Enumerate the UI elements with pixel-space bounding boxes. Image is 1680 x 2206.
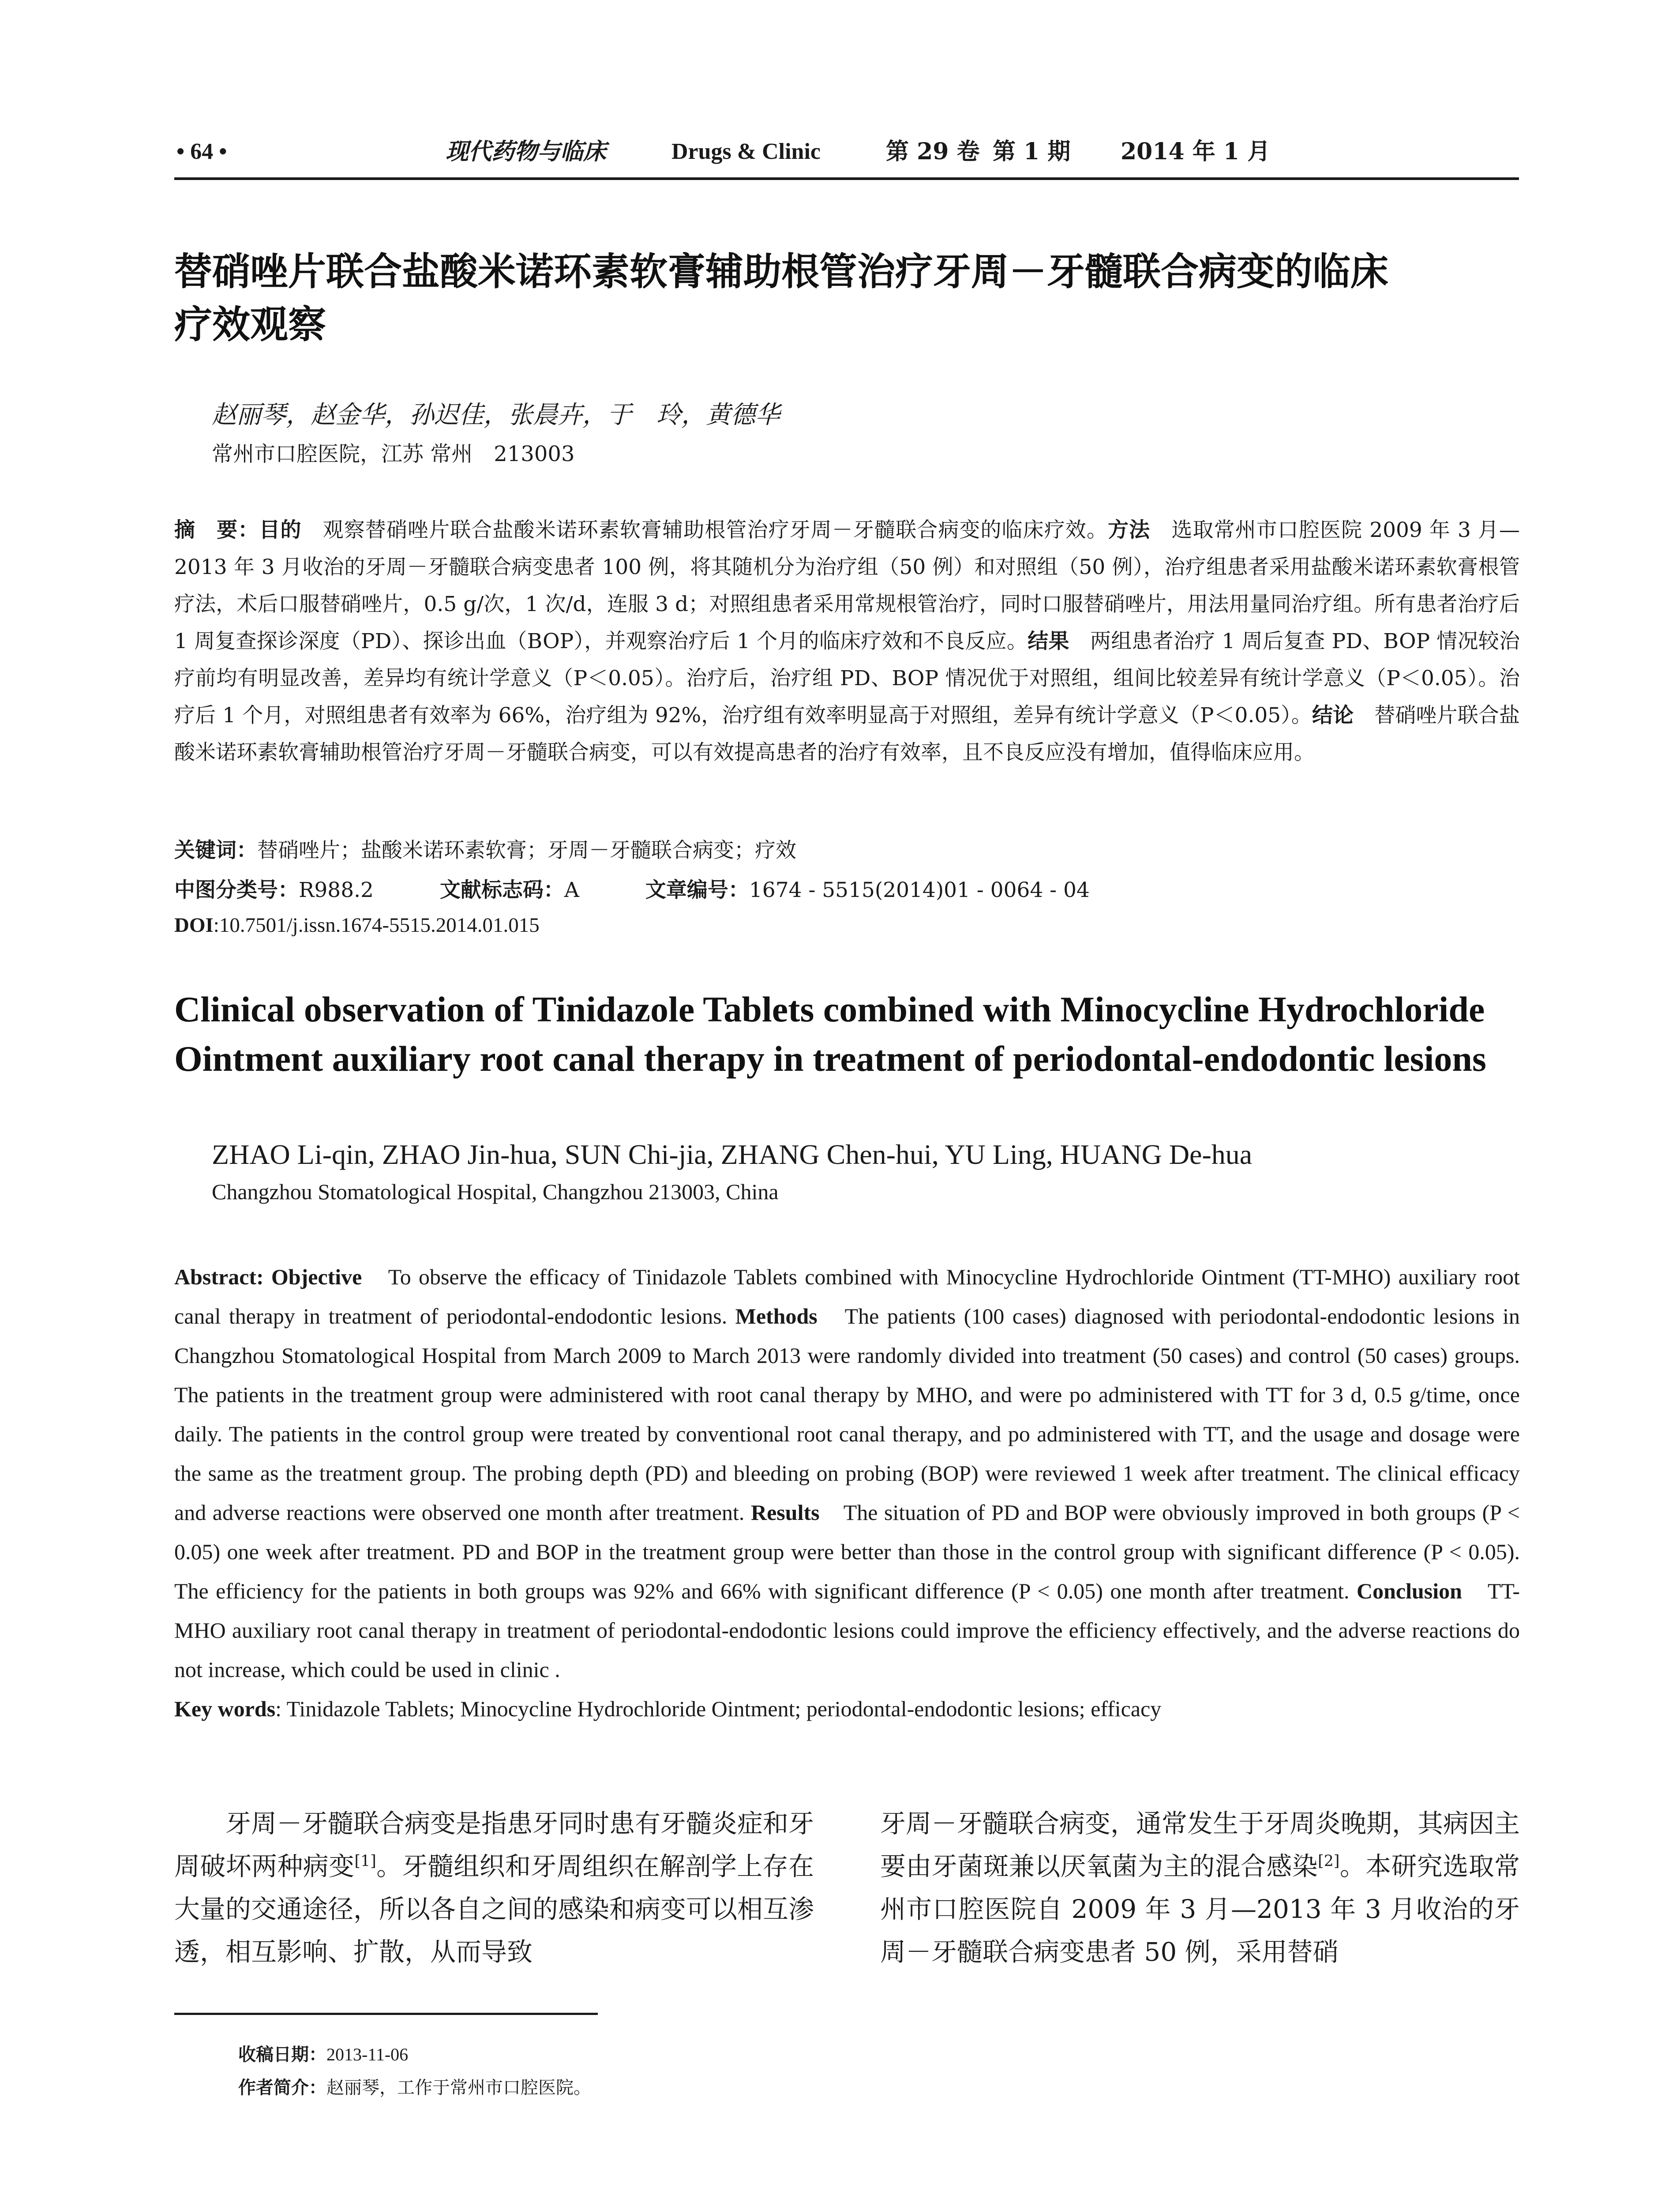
journal-name-en: Drugs & Clinic <box>671 139 821 164</box>
methods-en-text: The patients (100 cases) diagnosed with periodontal-endodontic lesions in Changzhou Stomatological Hospital from March 2009 to March 2013 were randomly divided into treatment (50 cases) and control (50 cases) groups. The patients in the treatment group were administered with root canal therapy by MHO, and were po administered with TT for 3 d, 0.5 g/time, once daily. The patients in the control group were treated by conventional root canal therapy, and po administered with TT, and the usage and dosage were the same as the treatment group. The probing depth (PD) and bleeding on probing (BOP) were reviewed 1 week after treatment. The clinical efficacy and adverse reactions were observed one month after treatment. <box>174 1304 1520 1525</box>
authors-cn: 赵丽琴，赵金华，孙迟佳，张晨卉，于 玲，黄德华 <box>212 401 780 429</box>
affiliation-cn: 常州市口腔医院，江苏 常州 213003 <box>212 442 575 466</box>
doi-label: DOI <box>174 914 214 937</box>
abstract-cn-label: 摘 要： <box>174 518 259 542</box>
doc-code-label: 文献标志码： <box>439 878 564 902</box>
methods-cn-label: 方法 <box>1108 518 1151 542</box>
article-no-value: 1674 - 5515(2014)01 - 0064 - 04 <box>749 878 1090 902</box>
authors-en: ZHAO Li-qin, ZHAO Jin-hua, SUN Chi-jia, ZHANG Chen-hui, YU Ling, HUANG De-hua <box>212 1139 1252 1170</box>
keywords-cn-text: 替硝唑片；盐酸米诺环素软膏；牙周－牙髓联合病变；疗效 <box>257 838 796 863</box>
footnote-author <box>238 2074 591 2099</box>
doc-code-value: A <box>564 878 579 902</box>
abstract-cn <box>174 512 1520 771</box>
body-left-text-a: 牙周－牙髓联合病变是指患牙同时患有牙髓炎症和牙周破坏两种病变 <box>174 1808 814 1881</box>
conclusion-cn-text: 替硝唑片联合盐酸米诺环素软膏辅助根管治疗牙周－牙髓联合病变，可以有效提高患者的治疗有效率，且不良反应没有增加，值得临床应用。 <box>174 703 1520 765</box>
received-date: 2013-11-06 <box>326 2045 409 2064</box>
conclusion-cn-label: 结论 <box>1312 703 1354 728</box>
issue-date: 2014 年 1 月 <box>1121 138 1271 165</box>
issue: 第 1 期 <box>993 138 1071 165</box>
objective-cn-text: 观察替硝唑片联合盐酸米诺环素软膏辅助根管治疗牙周－牙髓联合病变的临床疗效。 <box>301 518 1108 542</box>
clc-value: R988.2 <box>299 878 374 902</box>
title-cn-line-1: 替硝唑片联合盐酸米诺环素软膏辅助根管治疗牙周－牙髓联合病变的临床 <box>174 250 1388 294</box>
methods-cn-text: 选取常州市口腔医院 2009 年 3 月—2013 年 3 月收治的牙周－牙髓联合病变患者 100 例，将其随机分为治疗组（50 例）和对照组（50 例），治疗组患者采用盐酸米诺环素软膏根管疗法，术后口服替硝唑片，0.5 g/次，1 次/d，连服 3 d；对照组患者采用常规根管治疗，同时口服替硝唑片，用法用量同治疗组。所有患者治疗后 1 周复查探诊深度（PD）、探诊出血（BOP），并观察治疗后 1 个月的临床疗效和不良反应。 <box>174 518 1520 653</box>
clc-label: 中图分类号： <box>174 878 299 902</box>
journal-name-cn: 现代药物与临床 <box>446 138 607 165</box>
doi-value[interactable]: 10.7501/j.issn.1674-5515.2014.01.015 <box>219 914 540 937</box>
body-column-left <box>174 1802 814 1973</box>
body-column-right <box>880 1802 1520 1973</box>
objective-cn-label: 目的 <box>259 518 302 542</box>
doi-line: DOI:10.7501/j.issn.1674-5515.2014.01.015 <box>174 914 540 937</box>
keywords-cn-label: 关键词： <box>174 838 257 863</box>
abstract-en <box>174 1257 1520 1729</box>
volume: 第 29 卷 <box>886 138 980 165</box>
results-en-text: The situation of PD and BOP were obviously improved in both groups (P < 0.05) one week after treatment. PD and BOP in the treatment group were better than those in the control group with significant difference (P < 0.05). The efficiency for the patients in both groups was 92% and 66% with significant difference (P < 0.05) one month after treatment. <box>174 1500 1520 1603</box>
footnote-rule <box>174 2013 598 2015</box>
page-number: • 64 • <box>176 139 227 164</box>
header-rule <box>174 177 1519 180</box>
conclusion-en-label: Conclusion <box>1356 1579 1462 1603</box>
body-right-text-b: 。本研究选取常州市口腔医院自 2009 年 3 月—2013 年 3 月收治的牙周－牙髓联合病变患者 50 例，采用替硝 <box>880 1851 1520 1967</box>
abstract-en-label: Abstract: <box>174 1264 264 1289</box>
results-en-label: Results <box>751 1500 820 1525</box>
title-cn <box>174 245 1520 351</box>
methods-en-label: Methods <box>735 1304 818 1328</box>
keywords-cn <box>174 834 796 863</box>
body-right-text-a: 牙周－牙髓联合病变，通常发生于牙周炎晚期，其病因主要由牙菌斑兼以厌氧菌为主的混合感染 <box>880 1808 1520 1881</box>
objective-en-label: Objective <box>271 1264 362 1289</box>
keywords-en-label: Key words <box>174 1696 276 1721</box>
footnote-received <box>238 2041 408 2066</box>
keywords-en-text: : Tinidazole Tablets; Minocycline Hydrochloride Ointment; periodontal-endodontic lesions; efficacy <box>275 1696 1162 1721</box>
citation-1[interactable]: [1] <box>354 1852 376 1870</box>
objective-en-text: To observe the efficacy of Tinidazole Tablets combined with Minocycline Hydrochloride Ointment (TT-MHO) auxiliary root canal therapy in treatment of periodontal-endodontic lesions. <box>174 1264 1520 1328</box>
affiliation-en: Changzhou Stomatological Hospital, Changzhou 213003, China <box>212 1179 779 1204</box>
body-left-text-b: 。牙髓组织和牙周组织在解剖学上存在大量的交通途径，所以各自之间的感染和病变可以相互渗透，相互影响、扩散，从而导致 <box>174 1851 814 1967</box>
results-cn-label: 结果 <box>1028 629 1069 653</box>
article-no-label: 文章编号： <box>645 878 749 902</box>
received-label: 收稿日期： <box>238 2045 326 2065</box>
title-cn-line-2: 疗效观察 <box>174 303 326 347</box>
conclusion-en-text: TT-MHO auxiliary root canal therapy in treatment of periodontal-endodontic lesions could improve the efficiency effectively, and the adverse reactions do not increase, which could be used in clinic . <box>174 1579 1520 1682</box>
results-cn-text: 两组患者治疗 1 周后复查 PD、BOP 情况较治疗前均有明显改善，差异均有统计学意义（P＜0.05）。治疗后，治疗组 PD、BOP 情况优于对照组，组间比较差异有统计学意义（P＜0.05）。治疗后 1 个月，对照组患者有效率为 66%，治疗组为 92%，治疗组有效率明显高于对照组，差异有统计学意义（P＜0.05）。 <box>174 629 1520 728</box>
title-en-line-1: Clinical observation of Tinidazole Tablets combined with Minocycline Hydrochloride <box>174 989 1485 1029</box>
classification-line <box>174 874 1090 903</box>
citation-2[interactable]: [2] <box>1318 1852 1340 1870</box>
title-en <box>174 985 1524 1084</box>
author-bio-text: 赵丽琴，工作于常州市口腔医院。 <box>326 2078 591 2098</box>
title-en-line-2: Ointment auxiliary root canal therapy in treatment of periodontal-endodontic lesions <box>174 1039 1486 1079</box>
author-bio-label: 作者简介： <box>238 2078 326 2098</box>
